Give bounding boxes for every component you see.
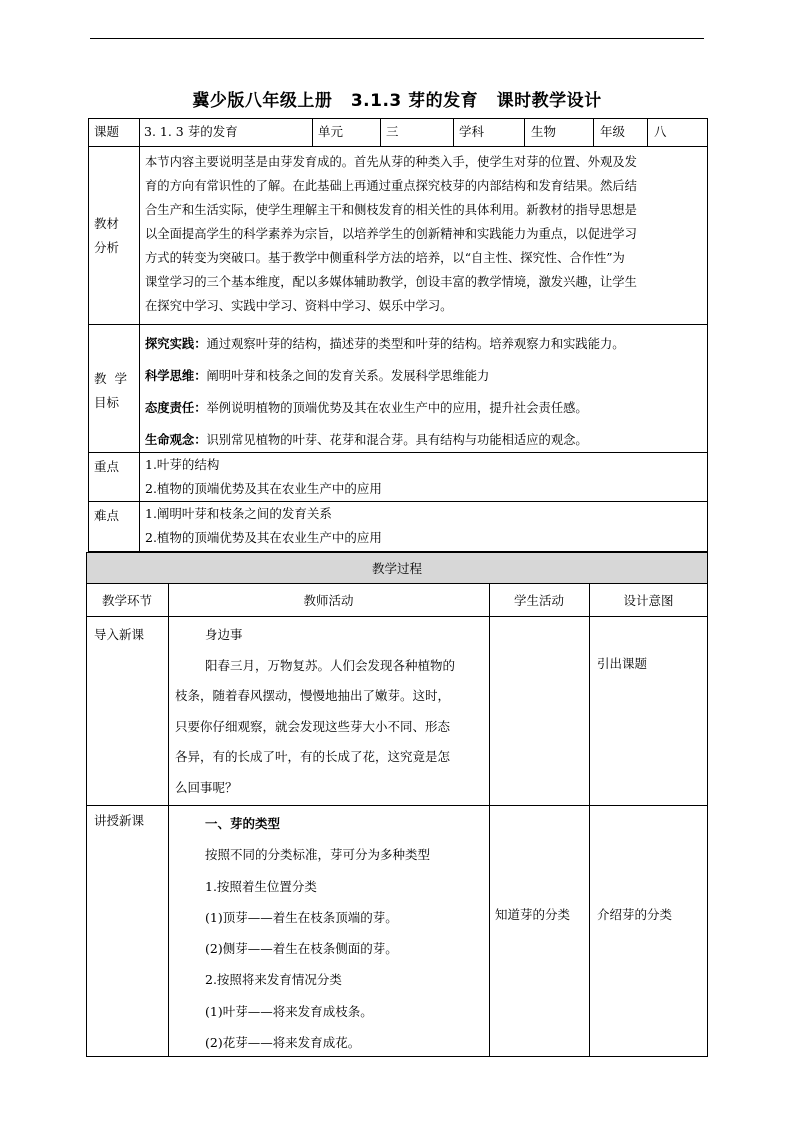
goals-label: 教 学 目标 (94, 371, 127, 410)
row1-stage: 导入新课 (94, 627, 145, 642)
row1-intent: 引出课题 (597, 656, 648, 671)
key-points-label: 重点 (94, 459, 120, 474)
grade-label: 年级 (600, 124, 626, 139)
unit-label: 单元 (318, 124, 344, 139)
goal-item: 科学思维：阐明叶芽和枝条之间的发育关系。发展科学思维能力 (145, 368, 490, 383)
topic-value: 3. 1. 3 芽的发育 (144, 124, 238, 139)
analysis-label: 教材 分析 (94, 216, 120, 255)
unit-value: 三 (386, 124, 399, 139)
row2-student: 知道芽的分类 (495, 907, 571, 922)
process-header-label: 教学过程 (371, 561, 422, 576)
title-lesson: 3.1.3 芽的发育 (350, 91, 479, 111)
difficult-points-label: 难点 (94, 508, 120, 523)
subject-label: 学科 (459, 124, 485, 139)
row1-teacher: 身边事 阳春三月，万物复苏。人们会发现各种植物的 枝条，随着春风摆动，慢慢地抽出了嫩芽。这时， 只要你仔细观察，就会发现这些芽大小不同、形态 各异，有的长成了叶，有的长成了花，这究竟是怎 么回事呢？ (175, 627, 456, 795)
col-student: 学生活动 (513, 593, 564, 608)
title-kind: 课时教学设计 (496, 91, 602, 111)
grade-value: 八 (654, 124, 667, 139)
row2-intent: 介绍芽的分类 (597, 907, 673, 922)
goal-item: 探究实践：通过观察叶芽的结构，描述芽的类型和叶芽的结构。培养观察力和实践能力。 (145, 336, 625, 351)
header-rule (90, 38, 704, 39)
col-teacher: 教师活动 (303, 593, 354, 608)
subject-value: 生物 (531, 124, 557, 139)
row2-stage: 讲授新课 (94, 813, 145, 828)
row2-teacher: 一、芽的类型 按照不同的分类标准，芽可分为多种类型 1.按照着生位置分类 (1)顶芽——着生在枝条顶端的芽。 (2)侧芽——着生在枝条侧面的芽。 2.按照将来发育情况分类 (1)叶芽——将来发育成枝条。 (2)花芽——将来发育成花。 (205, 816, 431, 1051)
title-book: 冀少版八年级上册 (192, 91, 333, 111)
difficult-points-list: 1.阐明叶芽和枝条之间的发育关系 2.植物的顶端优势及其在农业生产中的应用 (145, 506, 382, 545)
col-intent: 设计意图 (623, 593, 674, 608)
analysis-text: 本节内容主要说明茎是由芽发育成的。首先从芽的种类入手，使学生对芽的位置、外观及发 育的方向有常识性的了解。在此基础上再通过重点探究枝芽的内部结构和发育结果。然后结 合生产和生活实际，使学生理解主干和侧枝发育的相关性的具体利用。新教材的指导思想是 以全面提高学生的科学素养为宗旨，以培养学生的创新精神和实践能力为重点，以促进学习 方式的转变为突破口。基于教学中侧重科学方法的培养，以“自主性、探究性、合作性”为 课堂学习的三个基本维度，配以多媒体辅助教学，创设丰富的教学情境，激发兴趣，让学生 在探究中学习、实践中学习、资料中学习、娱乐中学习。 (145, 155, 637, 313)
topic-label: 课题 (94, 124, 120, 139)
col-stage: 教学环节 (101, 593, 152, 608)
goal-item: 生命观念：识别常见植物的叶芽、花芽和混合芽。具有结构与功能相适应的观念。 (145, 432, 588, 447)
goal-item: 态度责任：举例说明植物的顶端优势及其在农业生产中的应用，提升社会责任感。 (145, 400, 588, 415)
key-points-list: 1.叶芽的结构 2.植物的顶端优势及其在农业生产中的应用 (145, 457, 382, 496)
page-title (0, 86, 794, 111)
goals-list (145, 328, 705, 456)
